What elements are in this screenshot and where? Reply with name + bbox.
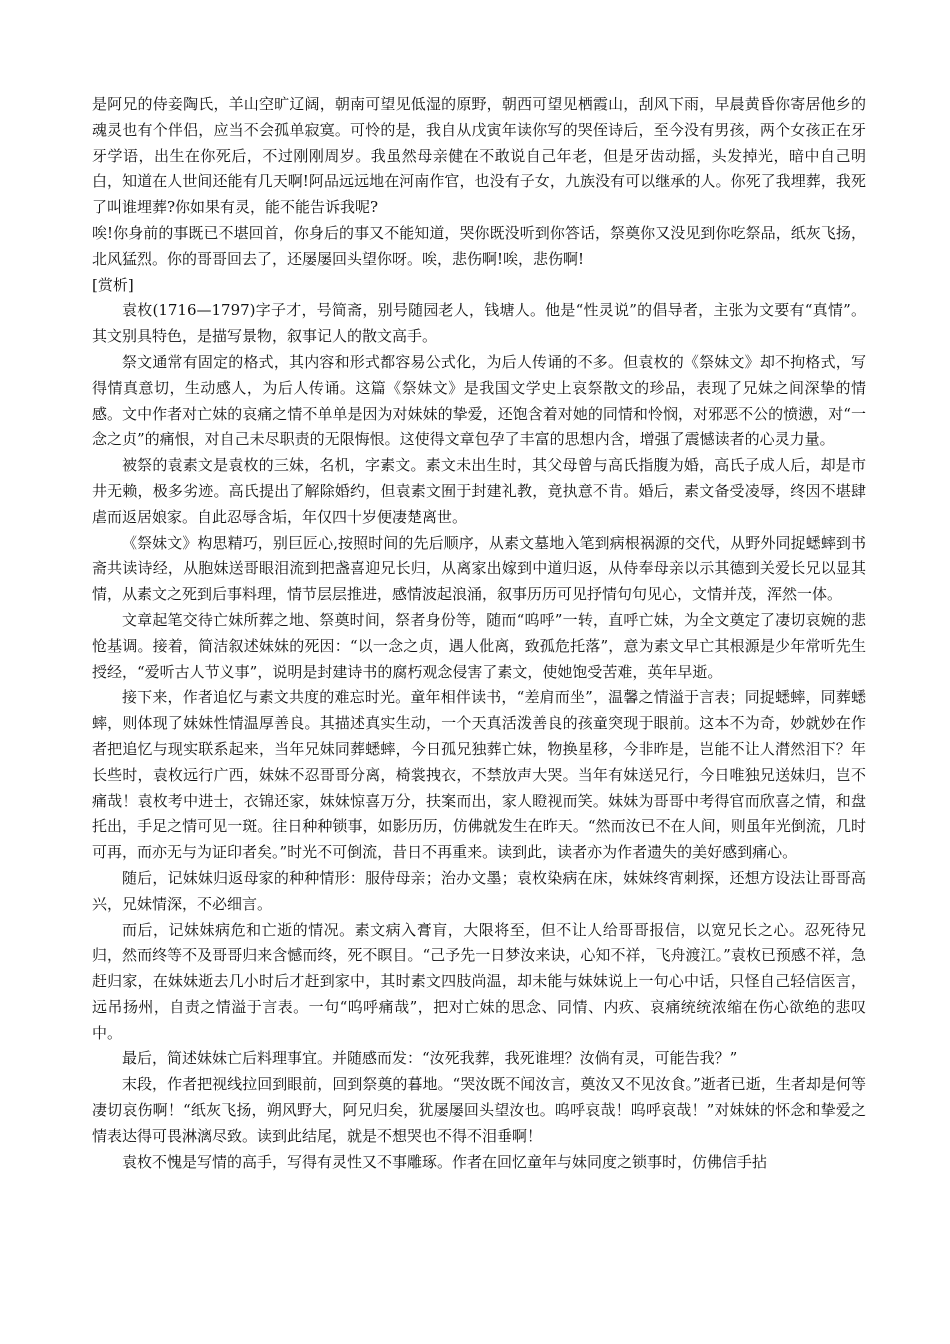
appreciation-heading: [赏析] <box>92 275 134 294</box>
analysis-paragraph-funeral: 最后，简述妹妹亡后料理事宜。并随感而发：“汝死我葬，我死谁埋？汝倘有灵，可能告我？” <box>122 1049 738 1068</box>
document-page <box>92 92 866 1175</box>
analysis-paragraph-sister: 被祭的袁素文是袁枚的三妹，名机，字素文。素文未出生时，其父母曾与高氏指腹为婚，高氏子成人后，却是市井无赖，极多劣迹。高氏提出了解除婚约，但袁素文囿于封建礼教，竟执意不肯。婚后，素文备受凌辱，终因不堪肆虐而返居娘家。自此忍辱含垢，年仅四十岁便凄楚离世。 <box>92 456 866 526</box>
analysis-paragraph-memories: 接下来，作者追忆与素文共度的难忘时光。童年相伴读书，“差肩而坐”，温馨之情溢于言表；同捉蟋蟀，同葬蟋蟀，则体现了妹妹性情温厚善良。其描述真实生动，一个天真活泼善良的孩童突现于眼前。这本不为奇，妙就妙在作者把追忆与现实联系起来，当年兄妹同葬蟋蟀，今日孤兄独葬亡妹，物换星移，今非昨是，岂能不让人潸然泪下？年长些时，袁枚远行广西，妹妹不忍哥哥分离，椅裳拽衣，不禁放声大哭。当年有妹送兄行，今日唯独兄送妹归，岂不痛哉！袁枚考中进士，衣锦还家，妹妹惊喜万分，扶案而出，家人瞪视而笑。妹妹为哥哥中考得官而欣喜之情，和盘托出，手足之情可见一斑。往日种种锁事，如影历历，仿佛就发生在昨天。“然而汝已不在人间，则虽年光倒流，几时可再，而亦无与为证印者矣。”时光不可倒流，昔日不再重来。读到此，读者亦为作者遗失的美好感到痛心。 <box>92 688 866 862</box>
analysis-paragraph-overview: 祭文通常有固定的格式，其内容和形式都容易公式化，为后人传诵的不多。但袁枚的《祭妹文》却不拘格式，写得情真意切，生动感人，为后人传诵。这篇《祭妹文》是我国文学史上哀祭散文的珍品，表现了兄妹之间深挚的情感。文中作者对亡妹的哀痛之情不单单是因为对妹妹的挚爱，还饱含着对她的同情和怜悯，对邪恶不公的愤懑，对“一念之贞”的痛恨，对自己未尽职责的无限悔恨。这使得文章包孕了丰富的思想内含，增强了震憾读者的心灵力量。 <box>92 352 866 449</box>
analysis-paragraph-opening: 文章起笔交待亡妹所葬之地、祭奠时间，祭者身份等，随而“呜呼”一转，直呼亡妹，为全文奠定了凄切哀婉的悲怆基调。接着，简洁叙述妹妹的死因：“以一念之贞，遇人仳离，致孤危托落”，意为素文早亡其根源是少年常听先生授经，“爱听古人节义事”，说明是封建诗书的腐朽观念侵害了素文，使她饱受苦难，英年早逝。 <box>92 610 866 681</box>
analysis-paragraph-death: 而后，记妹妹病危和亡逝的情况。素文病入膏肓，大限将至，但不让人给哥哥报信，以宽兄长之心。忍死待兄归，然而终等不及哥哥归来含憾而终，死不瞑目。“己予先一日梦汝来诀，心知不祥，飞舟渡江。”袁枚已预感不祥，急赶归家，在妹妹逝去几小时后才赶到家中，其时素文四肢尚温，却未能与妹妹说上一句心中话，只怪自己轻信医言，远吊扬州，自责之情溢于言表。一句“呜呼痛哉”，把对亡妹的思念、同情、内疚、哀痛统统浓缩在伤心欲绝的悲叹中。 <box>92 920 866 1042</box>
analysis-paragraph-ending: 末段，作者把视线拉回到眼前，回到祭奠的暮地。“哭汝既不闻汝言，奠汝又不见汝食。”逝者已逝，生者却是何等凄切哀伤啊！“纸灰飞扬，朔风野大，阿兄归矣，犹屡屡回头望汝也。呜呼哀哉！呜呼哀哉！”对妹妹的怀念和挚爱之情表达得可畏淋漓尽致。读到此结尾，就是不想哭也不得不泪垂啊！ <box>92 1075 866 1145</box>
translation-paragraph-2: 唉!你身前的事既已不堪回首，你身后的事又不能知道，哭你既没听到你答话，祭奠你又没见到你吃祭品，纸灰飞扬，北风猛烈。你的哥哥回去了，还屡屡回头望你呀。唉，悲伤啊!唉，悲伤啊! <box>92 223 866 268</box>
analysis-paragraph-structure: 《祭妹文》构思精巧，别巨匠心,按照时间的先后顺序，从素文墓地入笔到病根祸源的交代，从野外同捉蟋蟀到书斋共读诗经，从胞妹送哥眼泪流到把盏喜迎兄长归，从离家出嫁到中道归返，从侍奉母亲以示其德到关爱长兄以显其情，从素文之死到后事料理，情节层层推进，感情波起浪涌，叙事历历可见抒情句句见心，文情并茂，浑然一体。 <box>92 533 866 604</box>
translation-paragraph-1: 是阿兄的侍妾陶氏，羊山空旷辽阔，朝南可望见低湿的原野，朝西可望见栖霞山，刮风下雨，早晨黄昏你寄居他乡的魂灵也有个伴侣，应当不会孤单寂寞。可怜的是，我自从戊寅年读你写的哭侄诗后，至今没有男孩，两个女孩正在牙牙学语，出生在你死后，不过刚刚周岁。我虽然母亲健在不敢说自己年老，但是牙齿动摇，头发掉光，暗中自己明白，知道在人世间还能有几天啊!阿品远远地在河南作官，也没有子女，九族没有可以继承的人。你死了我埋葬，我死了叫谁埋葬?你如果有灵，能不能告诉我呢? <box>92 95 866 217</box>
analysis-paragraph-return-home: 随后，记妹妹归返母家的种种情形：服侍母亲；治办文墨；袁枚染病在床，妹妹终宵刺探，还想方设法让哥哥高兴，兄妹情深，不必细言。 <box>92 868 866 913</box>
analysis-paragraph-conclusion: 袁枚不愧是写情的高手，写得有灵性又不事雕琢。作者在回忆童年与妹同度之锁事时，仿佛信手拈 <box>122 1152 768 1171</box>
analysis-paragraph-author: 袁枚(1716—1797)字子才，号简斋，别号随园老人，钱塘人。他是“性灵说”的倡导者，主张为文要有“真情”。其文别具特色，是描写景物，叙事记人的散文高手。 <box>92 301 866 346</box>
